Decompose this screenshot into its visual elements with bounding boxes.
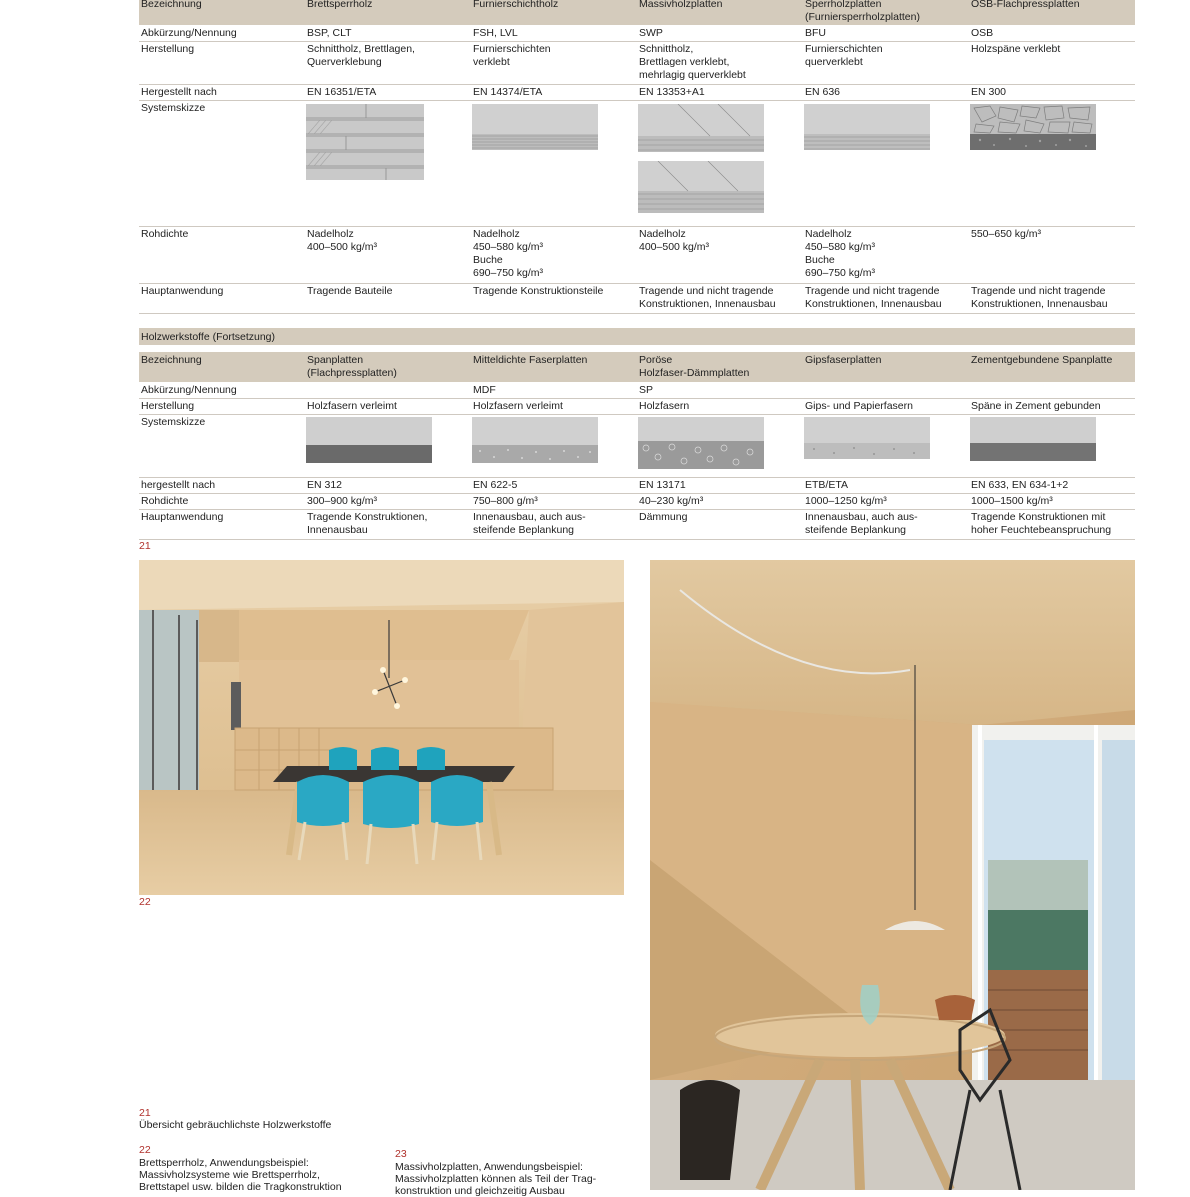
gipsfaser-sketch xyxy=(804,417,930,463)
figure-21-number: 21 xyxy=(139,540,151,552)
table2-cell: Dämmung xyxy=(639,511,688,523)
table1-header-row xyxy=(139,0,1135,25)
swp-sketch-1 xyxy=(638,104,764,152)
table2-cell: SP xyxy=(639,384,654,396)
table2-row-label: Hauptanwendung xyxy=(141,511,224,523)
table2-section-row xyxy=(139,328,1135,345)
table1-cell: BSP, CLT xyxy=(307,27,352,39)
table2-header-row xyxy=(139,352,1135,382)
table1-cell: Furnierschichten querverklebt xyxy=(805,43,883,68)
table1-row xyxy=(139,25,1135,42)
table1-row-label: Abkürzung/Nennung xyxy=(141,27,237,39)
sp-sketch xyxy=(638,417,764,469)
table2-cell: Holzfasern verleimt xyxy=(307,400,397,412)
table2-cell: Tragende Konstruktionen mit hoher Feuchtebeanspruchung xyxy=(971,511,1112,536)
figure-22-number: 22 xyxy=(139,896,151,908)
caption-23-number: 23 xyxy=(395,1148,407,1160)
table1-header-cell: Massivholzplatten xyxy=(639,0,723,10)
table1-cell: Holzspäne verklebt xyxy=(971,43,1061,55)
table1-cell: BFU xyxy=(805,27,826,39)
table2-cell: EN 312 xyxy=(307,479,343,491)
table1-row xyxy=(139,84,1135,101)
table2-cell: Späne in Zement gebunden xyxy=(971,400,1101,412)
table1-cell: Tragende Konstruktionsteile xyxy=(473,285,604,297)
table1-row xyxy=(139,226,1135,284)
table1-cell: Tragende und nicht tragende Konstruktionen, Innenausbau xyxy=(639,285,776,310)
table1-cell: Nadelholz 400–500 kg/m³ xyxy=(639,228,710,253)
table2-cell: MDF xyxy=(473,384,496,396)
table2-cell: 1000–1500 kg/m³ xyxy=(971,495,1053,507)
table1-row-label: Rohdichte xyxy=(141,228,189,240)
table2-header-cell: Spanplatten (Flachpressplatten) xyxy=(307,354,397,379)
table2-header xyxy=(139,352,1135,382)
table1-header-cell: Furnierschichtholz xyxy=(473,0,559,10)
table1-cell: Tragende Bauteile xyxy=(307,285,393,297)
spanplatte-sketch xyxy=(306,417,432,463)
table1-cell: Tragende und nicht tragende Konstruktionen, Innenausbau xyxy=(971,285,1108,310)
table2-cell: EN 622-5 xyxy=(473,479,518,491)
table2-row-label: Herstellung xyxy=(141,400,195,412)
table1-cell: 550–650 kg/m³ xyxy=(971,228,1042,240)
table2-row xyxy=(139,382,1135,399)
table1-row xyxy=(139,41,1135,85)
table2-row-label: hergestellt nach xyxy=(141,479,216,491)
table1-cell: EN 16351/ETA xyxy=(307,86,377,98)
table2-cell: Gips- und Papierfasern xyxy=(805,400,913,412)
materials-table-1 xyxy=(139,0,1135,25)
table1-cell: EN 300 xyxy=(971,86,1007,98)
table2-row xyxy=(139,509,1135,540)
table2-cell: 750–800 g/m³ xyxy=(473,495,538,507)
table2-cell: Holzfasern verleimt xyxy=(473,400,563,412)
table2-cell: EN 633, EN 634-1+2 xyxy=(971,479,1069,491)
zementspan-sketch xyxy=(970,417,1096,463)
table1-row xyxy=(139,283,1135,314)
table1-cell: Schnittholz, Brettlagen, Querverklebung xyxy=(307,43,415,68)
photo-23-dining-room-swp xyxy=(650,560,1135,1190)
table1-cell: EN 14374/ETA xyxy=(473,86,543,98)
materials-table-2 xyxy=(139,328,1135,345)
mdf-sketch xyxy=(472,417,598,463)
table2-header-cell: Mitteldichte Faserplatten xyxy=(473,354,588,366)
table2-header-cell: Poröse Holzfaser-Dämmplatten xyxy=(639,354,750,379)
table1-cell: OSB xyxy=(971,27,994,39)
table1-cell: Furnierschichten verklebt xyxy=(473,43,551,68)
swp-sketch-2 xyxy=(638,161,764,213)
table2-row-label: Systemskizze xyxy=(141,416,206,428)
table1-row-label: Herstellung xyxy=(141,43,195,55)
table2-cell: 300–900 kg/m³ xyxy=(307,495,378,507)
table1-header-cell: Bezeichnung xyxy=(141,0,202,10)
table2-header-cell: Bezeichnung xyxy=(141,354,202,366)
table2-cell: Holzfasern xyxy=(639,400,690,412)
lvl-sketch xyxy=(472,104,598,150)
table2-header-cell: Gipsfaserplatten xyxy=(805,354,882,366)
table2-cell: 1000–1250 kg/m³ xyxy=(805,495,887,507)
table2-cell: ETB/ETA xyxy=(805,479,848,491)
table2-row xyxy=(139,398,1135,415)
caption-21-number: 21 xyxy=(139,1107,151,1119)
table1-cell: Nadelholz 400–500 kg/m³ xyxy=(307,228,378,253)
caption-22-number: 22 xyxy=(139,1144,151,1156)
table2-cell: EN 13171 xyxy=(639,479,686,491)
table2-row-label: Abkürzung/Nennung xyxy=(141,384,237,396)
table1-cell: FSH, LVL xyxy=(473,27,518,39)
caption-21-text: Übersicht gebräuchlichste Holzwerkstoffe xyxy=(139,1119,332,1131)
table1-cell: SWP xyxy=(639,27,663,39)
table1-cell: EN 636 xyxy=(805,86,841,98)
table1-cell: Nadelholz 450–580 kg/m³ Buche 690–750 kg/m³ xyxy=(473,228,544,279)
table1-cell: Tragende und nicht tragende Konstruktionen, Innenausbau xyxy=(805,285,942,310)
table2-row xyxy=(139,477,1135,494)
table1-row-label: Systemskizze xyxy=(141,102,206,114)
table1-header-cell: Brettsperrholz xyxy=(307,0,373,10)
bfu-sketch xyxy=(804,104,930,150)
table1-cell: EN 13353+A1 xyxy=(639,86,705,98)
table2-section-title: Holzwerkstoffe (Fortsetzung) xyxy=(141,331,276,343)
table1-header-cell: Sperrholzplatten (Furniersperrholzplatten) xyxy=(805,0,920,23)
table2-header-cell: Zementgebundene Spanplatte xyxy=(971,354,1113,366)
photo-22-dining-room-clt xyxy=(139,560,624,895)
table1-cell: Nadelholz 450–580 kg/m³ Buche 690–750 kg/m³ xyxy=(805,228,876,279)
table2-cell: Innenausbau, auch aus- steifende Beplankung xyxy=(805,511,918,536)
osb-sketch xyxy=(970,104,1096,150)
clt-sketch xyxy=(306,104,424,180)
table1-row-label: Hergestellt nach xyxy=(141,86,217,98)
table2-cell: Innenausbau, auch aus- steifende Beplankung xyxy=(473,511,586,536)
table1-row-label: Hauptanwendung xyxy=(141,285,224,297)
table1-cell: Schnittholz, Brettlagen verklebt, mehrlagig querverklebt xyxy=(639,43,746,81)
table2-row-label: Rohdichte xyxy=(141,495,189,507)
caption-23-text: Massivholzplatten, Anwendungsbeispiel: Massivholzplatten können als Teil der Trag- konstruktion und gleichzeitig Ausbau xyxy=(395,1161,597,1197)
table1-header-cell: OSB-Flachpressplatten xyxy=(971,0,1080,10)
table2-cell: 40–230 kg/m³ xyxy=(639,495,704,507)
table2-row xyxy=(139,493,1135,510)
table2-cell: Tragende Konstruktionen, Innenausbau xyxy=(307,511,428,536)
caption-22-text: Brettsperrholz, Anwendungsbeispiel: Massivholzsysteme wie Brettsperrholz, Brettstapel usw. bilden die Tragkonstruktion xyxy=(139,1157,342,1193)
